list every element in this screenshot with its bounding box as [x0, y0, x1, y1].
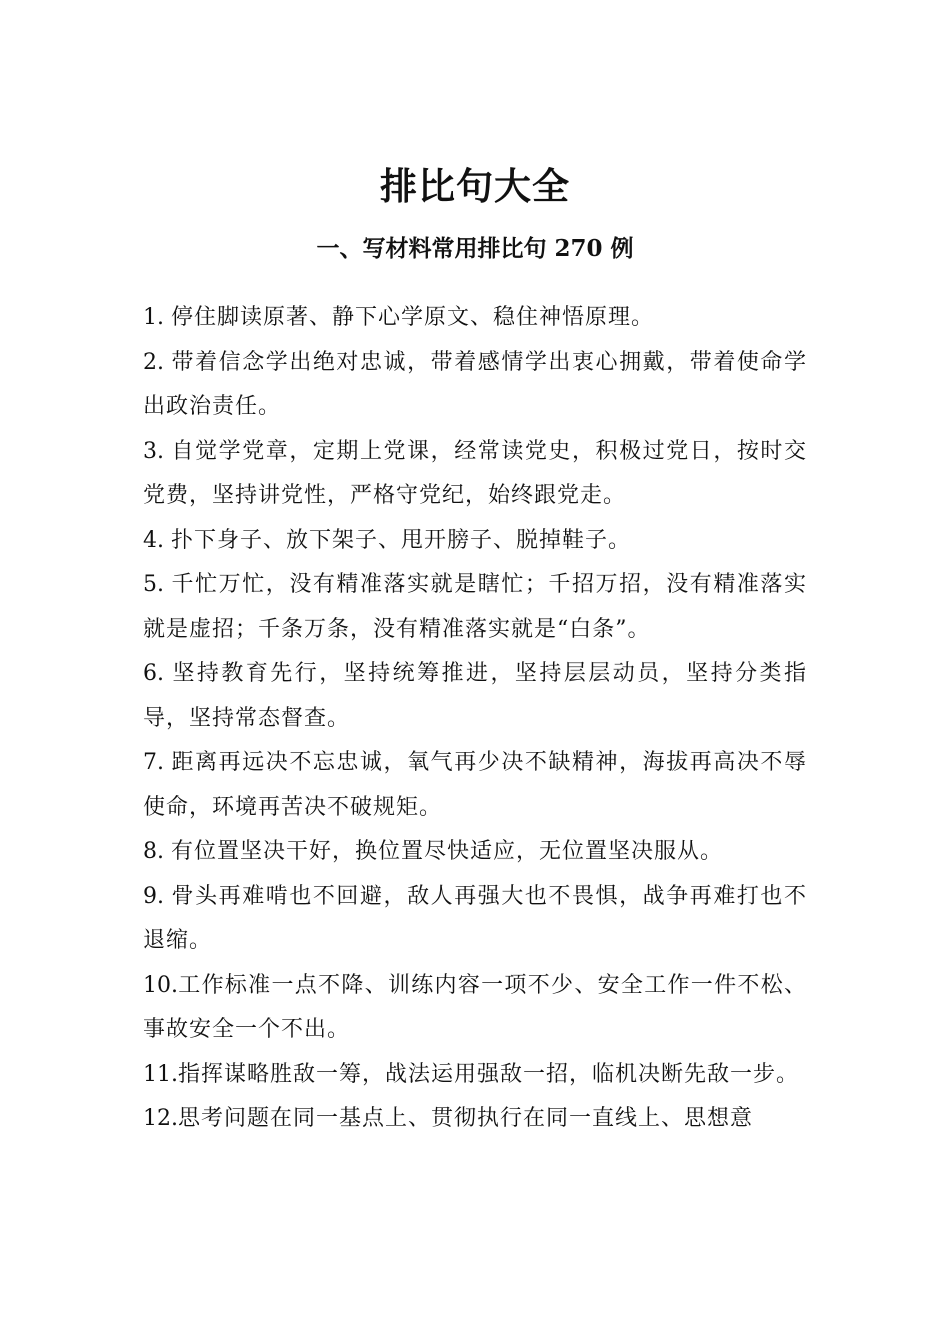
- item-text: 坚持教育先行，坚持统筹推进，坚持层层动员，坚持分类指导，坚持常态督查。: [143, 661, 807, 731]
- item-number: 4.: [143, 527, 171, 553]
- item-text: 骨头再难啃也不回避，敌人再强大也不畏惧，战争再难打也不退缩。: [143, 883, 807, 953]
- list-item: [143, 875, 807, 964]
- item-list: [143, 296, 807, 1142]
- item-number: 11.: [143, 1061, 178, 1087]
- item-text: 指挥谋略胜敌一筹，战法运用强敌一招，临机决断先敌一步。: [178, 1061, 800, 1087]
- item-number: 6.: [143, 661, 173, 686]
- item-number: 10.: [143, 972, 178, 998]
- item-text: 有位置坚决干好，换位置尽快适应，无位置坚决服从。: [170, 839, 723, 864]
- list-item: [143, 741, 807, 830]
- list-item: [143, 652, 807, 741]
- item-text: 自觉学党章，定期上党课，经常读党史，积极过党日，按时交党费，坚持讲党性，严格守党纪，始终跟党走。: [143, 438, 807, 508]
- item-number: 8.: [143, 839, 171, 864]
- item-number: 2.: [143, 349, 172, 375]
- item-text: 距离再远决不忘忠诚，氧气再少决不缺精神，海拔再高决不辱使命，环境再苦决不破规矩。: [143, 750, 807, 820]
- item-text: 带着信念学出绝对忠诚，带着感情学出衷心拥戴，带着使命学出政治责任。: [143, 349, 807, 419]
- list-item: [143, 296, 807, 341]
- item-number: 1.: [143, 305, 171, 330]
- list-item: [143, 1097, 807, 1142]
- item-text: 扑下身子、放下架子、甩开膀子、脱掉鞋子。: [170, 527, 631, 553]
- item-text: 工作标准一点不降、训练内容一项不少、安全工作一件不松、事故安全一个不出。: [143, 972, 807, 1042]
- item-number: 12.: [143, 1106, 178, 1131]
- list-item: [143, 830, 807, 875]
- list-item: [143, 341, 807, 430]
- list-item: [143, 964, 807, 1053]
- list-item: [143, 563, 807, 652]
- document-title: 排比句大全: [380, 164, 570, 208]
- section-heading: 一、写材料常用排比句 270 例: [316, 235, 634, 262]
- list-item: [143, 1053, 807, 1098]
- item-text: 千忙万忙，没有精准落实就是瞎忙；千招万招，没有精准落实就是虚招；千条万条，没有精准落实就是“白条”。: [143, 572, 807, 642]
- list-item: [143, 430, 807, 519]
- list-item: [143, 519, 807, 564]
- item-number: 9.: [143, 883, 172, 909]
- item-number: 3.: [143, 438, 172, 464]
- item-number: 7.: [143, 750, 172, 775]
- item-number: 5.: [143, 572, 172, 597]
- item-text: 停住脚读原著、静下心学原文、稳住神悟原理。: [170, 305, 654, 330]
- item-text: 思考问题在同一基点上、贯彻执行在同一直线上、思想意: [178, 1106, 754, 1131]
